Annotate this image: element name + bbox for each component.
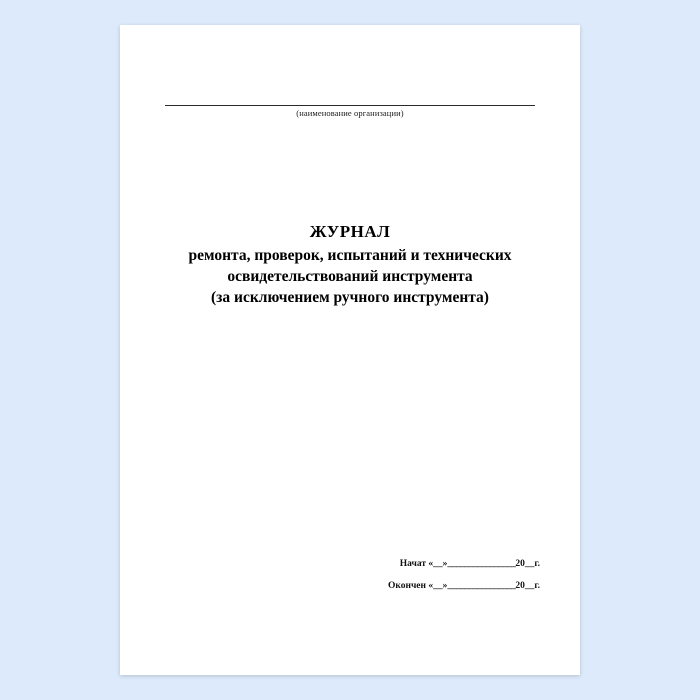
finished-label: Окончен «__» — [387, 581, 448, 591]
title-line-1: ремонта, проверок, испытаний и технических — [188, 247, 512, 265]
started-year: 20__г. — [515, 559, 540, 569]
organization-blank-line — [165, 83, 535, 106]
finished-year: 20__г. — [515, 581, 540, 591]
document-footer-fields — [388, 559, 540, 603]
title-subheading — [142, 246, 558, 309]
title-line-3: (за исключением ручного инструмента) — [211, 289, 489, 307]
organization-field — [165, 83, 535, 118]
title-heading: ЖУРНАЛ — [309, 222, 391, 241]
started-field — [388, 559, 540, 569]
finished-field — [388, 581, 540, 591]
started-label: Начат «__» — [399, 559, 448, 569]
title-line-2: освидетельствований инструмента — [227, 268, 473, 286]
started-blank: ________________ — [447, 559, 516, 569]
organization-caption: (наименование организации) — [296, 108, 404, 118]
document-title — [142, 221, 558, 309]
finished-blank: ________________ — [447, 581, 516, 591]
document-page — [120, 25, 580, 675]
